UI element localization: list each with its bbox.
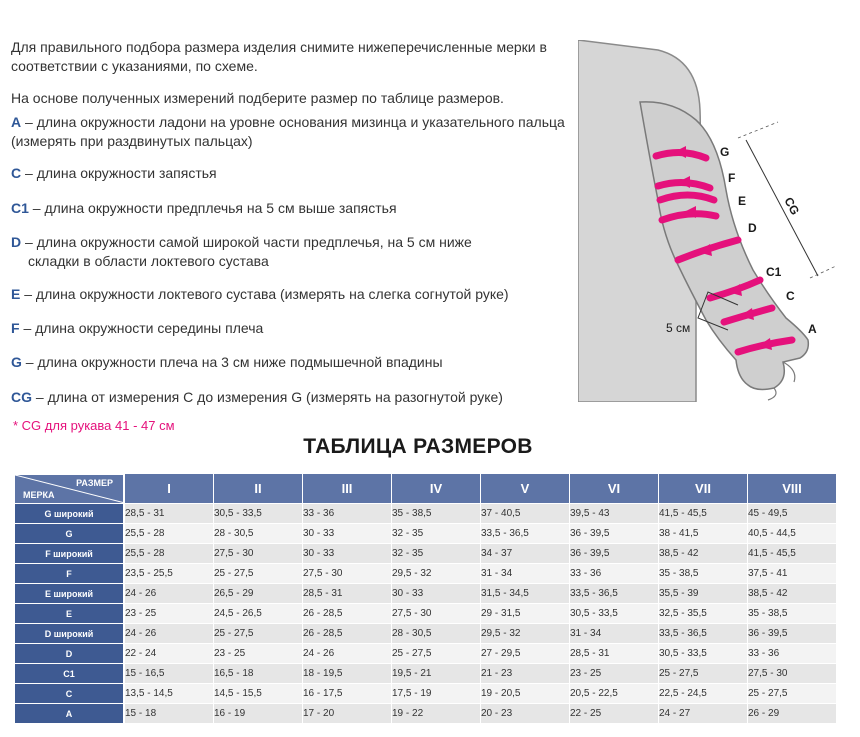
table-cell: 29,5 - 32 <box>391 564 480 584</box>
table-cell: 27,5 - 30 <box>391 604 480 624</box>
table-row <box>14 504 836 524</box>
row-label: C1 <box>14 664 124 684</box>
table-cell: 26 - 28,5 <box>302 604 391 624</box>
table-cell: 31 - 34 <box>569 624 658 644</box>
table-cell: 38,5 - 42 <box>747 584 836 604</box>
intro-paragraph: Для правильного подбора размера изделия снимите нижеперечисленные мерки в соответствии с указаниями, по схеме. <box>11 39 547 74</box>
table-cell: 35,5 - 39 <box>658 584 747 604</box>
label-e: E <box>738 194 747 208</box>
label-a: A <box>808 322 817 336</box>
table-cell: 33,5 - 36,5 <box>569 584 658 604</box>
table-cell: 23 - 25 <box>213 644 302 664</box>
table-cell: 31,5 - 34,5 <box>480 584 569 604</box>
table-cell: 36 - 39,5 <box>569 524 658 544</box>
label-cg: CG <box>781 194 803 218</box>
table-row <box>14 544 836 564</box>
table-row <box>14 664 836 684</box>
table-cell: 33,5 - 36,5 <box>480 524 569 544</box>
row-label: D <box>14 644 124 664</box>
definition-code: D <box>11 234 22 250</box>
table-cell: 26,5 - 29 <box>213 584 302 604</box>
row-label: F <box>14 564 124 584</box>
table-cell: 38,5 - 42 <box>658 544 747 564</box>
definition-text: – длина от измерения С до измерения G (измерять на разогнутой руке) <box>35 389 503 405</box>
definition-text: – длина окружности локтевого сустава (измерять на слегка согнутой руке) <box>24 286 509 302</box>
row-label: A <box>14 704 124 724</box>
table-cell: 15 - 16,5 <box>124 664 213 684</box>
table-cell: 32,5 - 35,5 <box>658 604 747 624</box>
table-cell: 33 - 36 <box>747 644 836 664</box>
table-cell: 24,5 - 26,5 <box>213 604 302 624</box>
table-row <box>14 524 836 544</box>
definition-code: A <box>11 114 22 130</box>
size-header-2: II <box>213 474 302 504</box>
size-header-3: III <box>302 474 391 504</box>
table-cell: 28,5 - 31 <box>569 644 658 664</box>
definition-c1 <box>11 199 581 218</box>
table-cell: 40,5 - 44,5 <box>747 524 836 544</box>
table-cell: 25 - 27,5 <box>213 564 302 584</box>
table-cell: 45 - 49,5 <box>747 504 836 524</box>
definition-code: E <box>11 286 21 302</box>
table-cell: 13,5 - 14,5 <box>124 684 213 704</box>
definition-code: F <box>11 320 20 336</box>
row-label: F широкий <box>14 544 124 564</box>
table-cell: 24 - 26 <box>124 624 213 644</box>
table-cell: 32 - 35 <box>391 524 480 544</box>
size-header-5: V <box>480 474 569 504</box>
table-cell: 19 - 22 <box>391 704 480 724</box>
table-cell: 23 - 25 <box>124 604 213 624</box>
definition-a <box>11 113 581 151</box>
table-cell: 25,5 - 28 <box>124 524 213 544</box>
size-table-title: ТАБЛИЦА РАЗМЕРОВ <box>303 435 533 458</box>
definition-code: G <box>11 354 22 370</box>
table-cell: 27 - 29,5 <box>480 644 569 664</box>
table-cell: 34 - 37 <box>480 544 569 564</box>
label-f: F <box>728 171 736 185</box>
table-cell: 24 - 27 <box>658 704 747 724</box>
cg-dimension-line <box>746 140 818 276</box>
table-cell: 16 - 19 <box>213 704 302 724</box>
table-cell: 15 - 18 <box>124 704 213 724</box>
table-cell: 36 - 39,5 <box>569 544 658 564</box>
table-cell: 17,5 - 19 <box>391 684 480 704</box>
label-c1: C1 <box>766 265 782 279</box>
definition-cg <box>11 388 581 407</box>
table-cell: 30,5 - 33,5 <box>658 644 747 664</box>
definition-text: – длина окружности предплечья на 5 см выше запястья <box>32 200 397 216</box>
size-header-4: IV <box>391 474 480 504</box>
size-header-8: VIII <box>747 474 836 504</box>
table-cell: 36 - 39,5 <box>747 624 836 644</box>
table-cell: 30,5 - 33,5 <box>569 604 658 624</box>
corner-measure-label: МЕРКА <box>23 490 55 500</box>
table-cell: 21 - 23 <box>480 664 569 684</box>
definition-f <box>11 319 581 338</box>
table-cell: 32 - 35 <box>391 544 480 564</box>
table-cell: 35 - 38,5 <box>747 604 836 624</box>
table-row <box>14 584 836 604</box>
table-cell: 30 - 33 <box>302 524 391 544</box>
table-cell: 20 - 23 <box>480 704 569 724</box>
table-cell: 24 - 26 <box>302 644 391 664</box>
table-cell: 16,5 - 18 <box>213 664 302 684</box>
row-label: C <box>14 684 124 704</box>
table-cell: 29,5 - 32 <box>480 624 569 644</box>
definition-code: C1 <box>11 200 29 216</box>
table-row <box>14 644 836 664</box>
size-table-body <box>14 504 836 724</box>
size-table-corner <box>14 474 124 504</box>
definition-code: C <box>11 165 22 181</box>
table-cell: 33 - 36 <box>569 564 658 584</box>
table-cell: 28,5 - 31 <box>124 504 213 524</box>
definition-g <box>11 353 581 372</box>
table-cell: 14,5 - 15,5 <box>213 684 302 704</box>
table-cell: 39,5 - 43 <box>569 504 658 524</box>
definition-text: – длина окружности самой широкой части предплечья, на 5 см ниже <box>25 234 472 250</box>
definition-text: – длина окружности ладони на уровне основания мизинца и указательного пальца (измерять при раздвинутых пальцах) <box>11 114 565 149</box>
table-cell: 20,5 - 22,5 <box>569 684 658 704</box>
table-cell: 37 - 40,5 <box>480 504 569 524</box>
table-cell: 22,5 - 24,5 <box>658 684 747 704</box>
size-table-header <box>14 474 836 504</box>
table-cell: 35 - 38,5 <box>658 564 747 584</box>
intro-table-hint: На основе полученных измерений подберите размер по таблице размеров. <box>11 90 504 106</box>
definition-text-continued: складки в области локтевого сустава <box>28 253 269 269</box>
corner-size-label: РАЗМЕР <box>76 478 113 488</box>
definition-text: – длина окружности плеча на 3 см ниже подмышечной впадины <box>25 354 443 370</box>
size-header-1: I <box>124 474 213 504</box>
cg-extension-top <box>738 122 778 138</box>
table-cell: 27,5 - 30 <box>747 664 836 684</box>
label-five-cm: 5 см <box>666 321 691 335</box>
table-cell: 25 - 27,5 <box>747 684 836 704</box>
label-g: G <box>720 145 730 159</box>
table-row <box>14 684 836 704</box>
table-cell: 38 - 41,5 <box>658 524 747 544</box>
table-cell: 26 - 29 <box>747 704 836 724</box>
row-label: G <box>14 524 124 544</box>
table-cell: 16 - 17,5 <box>302 684 391 704</box>
table-row <box>14 604 836 624</box>
table-cell: 18 - 19,5 <box>302 664 391 684</box>
cg-sleeve-note: * CG для рукава 41 - 47 см <box>13 418 175 433</box>
table-cell: 28 - 30,5 <box>391 624 480 644</box>
table-cell: 35 - 38,5 <box>391 504 480 524</box>
arm-measurement-diagram <box>578 40 840 402</box>
table-cell: 28 - 30,5 <box>213 524 302 544</box>
definition-e <box>11 285 581 304</box>
table-cell: 26 - 28,5 <box>302 624 391 644</box>
table-cell: 30 - 33 <box>391 584 480 604</box>
label-c: C <box>786 289 795 303</box>
label-d: D <box>748 221 757 235</box>
table-row <box>14 624 836 644</box>
table-cell: 22 - 25 <box>569 704 658 724</box>
table-cell: 29 - 31,5 <box>480 604 569 624</box>
definition-d <box>11 233 581 271</box>
size-header-6: VI <box>569 474 658 504</box>
table-cell: 17 - 20 <box>302 704 391 724</box>
table-cell: 25 - 27,5 <box>658 664 747 684</box>
table-row <box>14 564 836 584</box>
table-cell: 33,5 - 36,5 <box>658 624 747 644</box>
table-cell: 30 - 33 <box>302 544 391 564</box>
table-cell: 23,5 - 25,5 <box>124 564 213 584</box>
table-cell: 23 - 25 <box>569 664 658 684</box>
size-table <box>14 474 836 724</box>
row-label: E <box>14 604 124 624</box>
table-cell: 33 - 36 <box>302 504 391 524</box>
definition-c <box>11 164 581 183</box>
table-cell: 19,5 - 21 <box>391 664 480 684</box>
table-cell: 25 - 27,5 <box>391 644 480 664</box>
table-cell: 37,5 - 41 <box>747 564 836 584</box>
definition-code: CG <box>11 389 32 405</box>
table-cell: 28,5 - 31 <box>302 584 391 604</box>
table-cell: 30,5 - 33,5 <box>213 504 302 524</box>
size-header-7: VII <box>658 474 747 504</box>
table-cell: 25,5 - 28 <box>124 544 213 564</box>
table-cell: 19 - 20,5 <box>480 684 569 704</box>
row-label: G широкий <box>14 504 124 524</box>
row-label: E широкий <box>14 584 124 604</box>
table-row <box>14 704 836 724</box>
row-label: D широкий <box>14 624 124 644</box>
definition-text: – длина окружности запястья <box>25 165 217 181</box>
table-cell: 27,5 - 30 <box>302 564 391 584</box>
table-cell: 41,5 - 45,5 <box>747 544 836 564</box>
definition-text: – длина окружности середины плеча <box>23 320 264 336</box>
table-cell: 24 - 26 <box>124 584 213 604</box>
table-cell: 31 - 34 <box>480 564 569 584</box>
table-cell: 41,5 - 45,5 <box>658 504 747 524</box>
table-cell: 25 - 27,5 <box>213 624 302 644</box>
table-cell: 22 - 24 <box>124 644 213 664</box>
table-cell: 27,5 - 30 <box>213 544 302 564</box>
